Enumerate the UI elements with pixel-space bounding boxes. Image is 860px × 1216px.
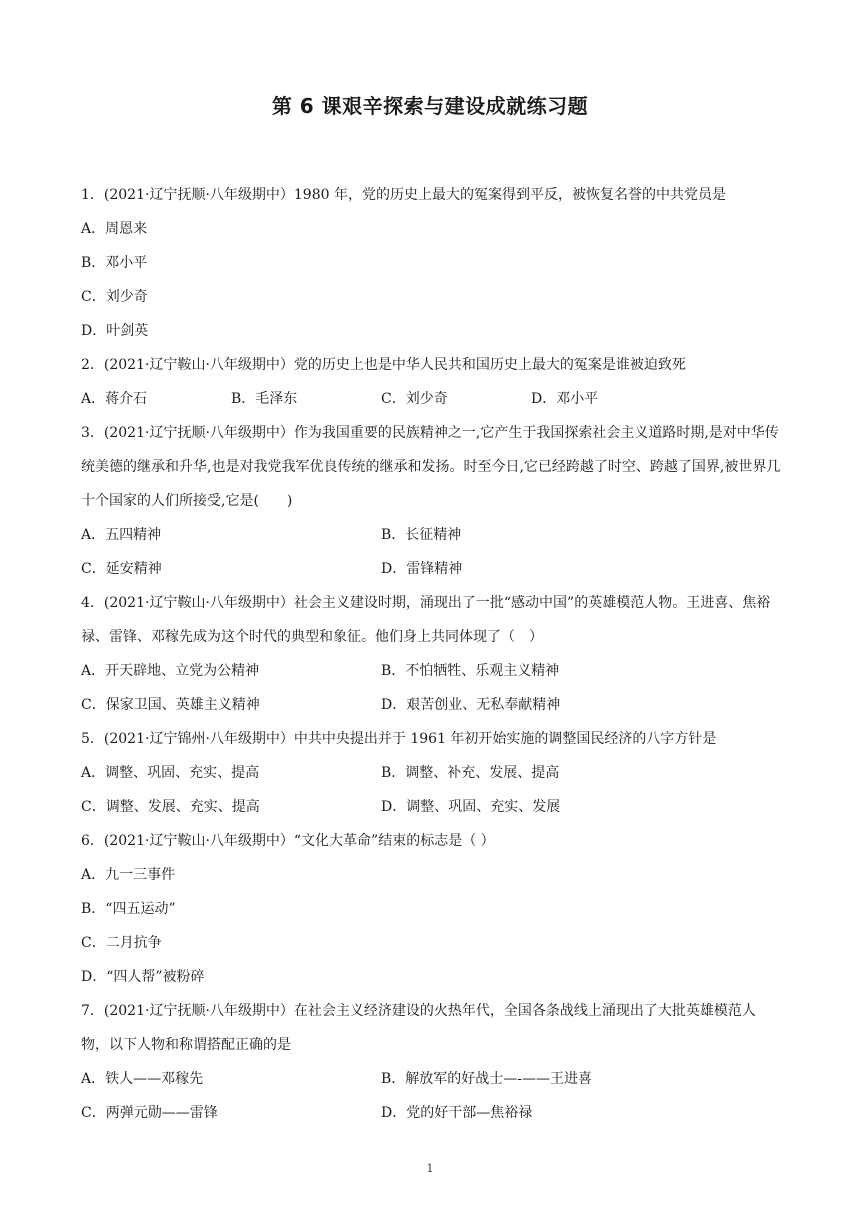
question-stem: 5．(2021·辽宁锦州·八年级期中）中共中央提出并于 1961 年初开始实施的调整国民经济的八字方针是 — [81, 731, 717, 747]
option-c: C．刘少奇 — [81, 289, 148, 305]
option-a: A．五四精神 — [81, 527, 162, 543]
option-b: B．调整、补充、发展、提高 — [381, 765, 560, 781]
question-7 — [81, 994, 781, 1130]
option-a: A．铁人——邓稼先 — [81, 1071, 204, 1087]
option-d: D．调整、巩固、充实、发展 — [381, 799, 561, 815]
option-a: A．周恩来 — [81, 221, 148, 237]
option-b: B．解放军的好战士—-——王进喜 — [381, 1071, 593, 1087]
question-2 — [81, 348, 781, 416]
page-number: 1 — [426, 1162, 434, 1175]
question-stem: 7．(2021·辽宁抚顺·八年级期中）在社会主义经济建设的火热年代，全国各条战线上涌现出了大批英雄模范人物，以下人物和称谓搭配正确的是 — [81, 1003, 756, 1053]
option-c: C．二月抗争 — [81, 935, 162, 951]
question-stem: 2．(2021·辽宁鞍山·八年级期中）党的历史上也是中华人民共和国历史上最大的冤案是谁被迫致死 — [81, 357, 686, 373]
option-b: B．长征精神 — [381, 527, 462, 543]
question-5 — [81, 722, 781, 824]
option-d: D．邓小平 — [531, 391, 599, 407]
option-a: A．九一三事件 — [81, 867, 176, 883]
option-a: A．调整、巩固、充实、提高 — [81, 765, 260, 781]
question-stem: 4．(2021·辽宁鞍山·八年级期中）社会主义建设时期，涌现出了一批“感动中国”的英雄模范人物。王进喜、焦裕禄、雷锋、邓稼先成为这个时代的典型和象征。他们身上共同体现了（ ） — [81, 595, 771, 645]
option-d: D．雷锋精神 — [381, 561, 463, 577]
option-a: A．开天辟地、立党为公精神 — [81, 663, 260, 679]
option-c: C．刘少奇 — [381, 391, 448, 407]
question-stem: 6．(2021·辽宁鞍山·八年级期中）“文化大革命”结束的标志是（ ） — [81, 833, 495, 849]
question-3 — [81, 416, 781, 586]
question-4 — [81, 586, 781, 722]
option-d: D．“四人帮”被粉碎 — [81, 969, 205, 985]
option-c: C．调整、发展、充实、提高 — [81, 799, 260, 815]
option-b: B．邓小平 — [81, 255, 148, 271]
option-b: B．毛泽东 — [231, 391, 298, 407]
option-d: D．艰苦创业、无私奉献精神 — [381, 697, 561, 713]
option-c: C．保家卫国、英雄主义精神 — [81, 697, 260, 713]
option-b: B．“四五运动” — [81, 901, 176, 917]
option-d: D．党的好干部—焦裕禄 — [381, 1105, 533, 1121]
document-title: 第 6 课艰辛探索与建设成就练习题 — [271, 94, 589, 118]
option-c: C．延安精神 — [81, 561, 162, 577]
option-c: C．两弹元勋——雷锋 — [81, 1105, 218, 1121]
question-list — [81, 178, 781, 1130]
option-a: A．蒋介石 — [81, 391, 148, 407]
option-d: D．叶剑英 — [81, 323, 149, 339]
question-stem: 3．(2021·辽宁抚顺·八年级期中）作为我国重要的民族精神之一,它产生于我国探索社会主义道路时期,是对中华传统美德的继承和升华,也是对我党我军优良传统的继承和发扬。时至今日,它已经跨越了时空、跨越了国界,被世界几十个国家的人们所接受,它是( ) — [81, 425, 781, 509]
question-1 — [81, 178, 781, 348]
option-b: B．不怕牺牲、乐观主义精神 — [381, 663, 560, 679]
question-stem: 1．(2021·辽宁抚顺·八年级期中）1980 年，党的历史上最大的冤案得到平反，被恢复名誉的中共党员是 — [81, 187, 726, 203]
question-6 — [81, 824, 781, 994]
